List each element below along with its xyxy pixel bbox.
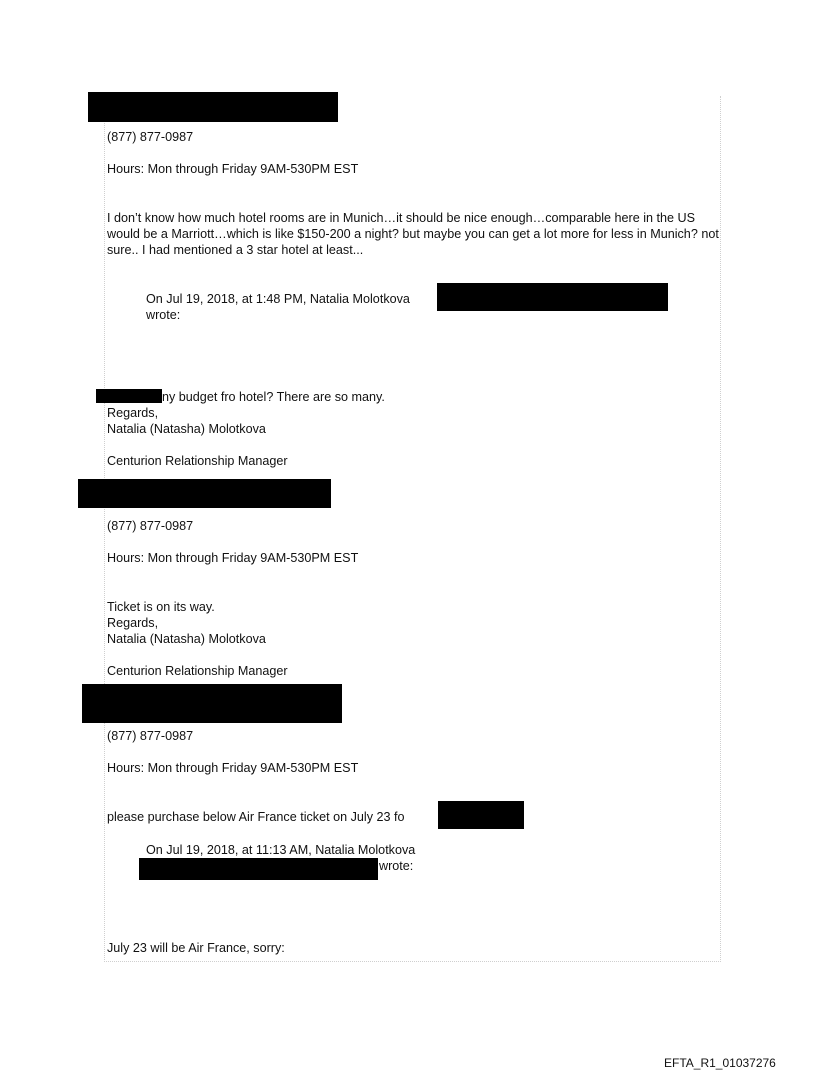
quote-header-wrote: wrote: xyxy=(379,859,414,873)
quote-header: On Jul 19, 2018, at 1:48 PM, Natalia Molotkova xyxy=(146,292,410,306)
signature-name: Natalia (Natasha) Molotkova xyxy=(107,422,266,436)
phone-number: (877) 877-0987 xyxy=(107,130,194,144)
quote-header-wrote: wrote: xyxy=(146,308,181,322)
message-text: Ticket is on its way. xyxy=(107,600,215,614)
redaction-bar xyxy=(82,684,342,723)
quoted-message: July 23 will be Air France, sorry: xyxy=(107,941,285,955)
redaction-bar xyxy=(96,389,162,403)
reply-message: I don’t know how much hotel rooms are in Munich…it should be nice enough…comparable here in the US would be a Marriott…which is like $150-200 a night? but maybe you can get a lot more for less in Munich? not sure.. I had mentioned a 3 star hotel at least... xyxy=(107,211,719,257)
phone-number: (877) 877-0987 xyxy=(107,519,194,533)
redaction-bar xyxy=(438,801,524,829)
quoted-message: ny budget fro hotel? There are so many. xyxy=(162,390,385,404)
redaction-bar xyxy=(88,92,338,122)
quote-header: On Jul 19, 2018, at 11:13 AM, Natalia Molotkova xyxy=(146,843,416,857)
signature-regards: Regards, xyxy=(107,406,159,420)
bates-number: EFTA_R1_01037276 xyxy=(664,1056,776,1070)
redaction-bar xyxy=(437,283,668,311)
redaction-bar xyxy=(139,858,378,880)
signature-title: Centurion Relationship Manager xyxy=(107,664,288,678)
signature-regards: Regards, xyxy=(107,616,159,630)
office-hours: Hours: Mon through Friday 9AM-530PM EST xyxy=(107,551,359,565)
signature-name: Natalia (Natasha) Molotkova xyxy=(107,632,266,646)
request-message: please purchase below Air France ticket on July 23 fo xyxy=(107,810,405,824)
office-hours: Hours: Mon through Friday 9AM-530PM EST xyxy=(107,162,359,176)
office-hours: Hours: Mon through Friday 9AM-530PM EST xyxy=(107,761,359,775)
redaction-bar xyxy=(78,479,331,508)
signature-title: Centurion Relationship Manager xyxy=(107,454,288,468)
phone-number: (877) 877-0987 xyxy=(107,729,194,743)
